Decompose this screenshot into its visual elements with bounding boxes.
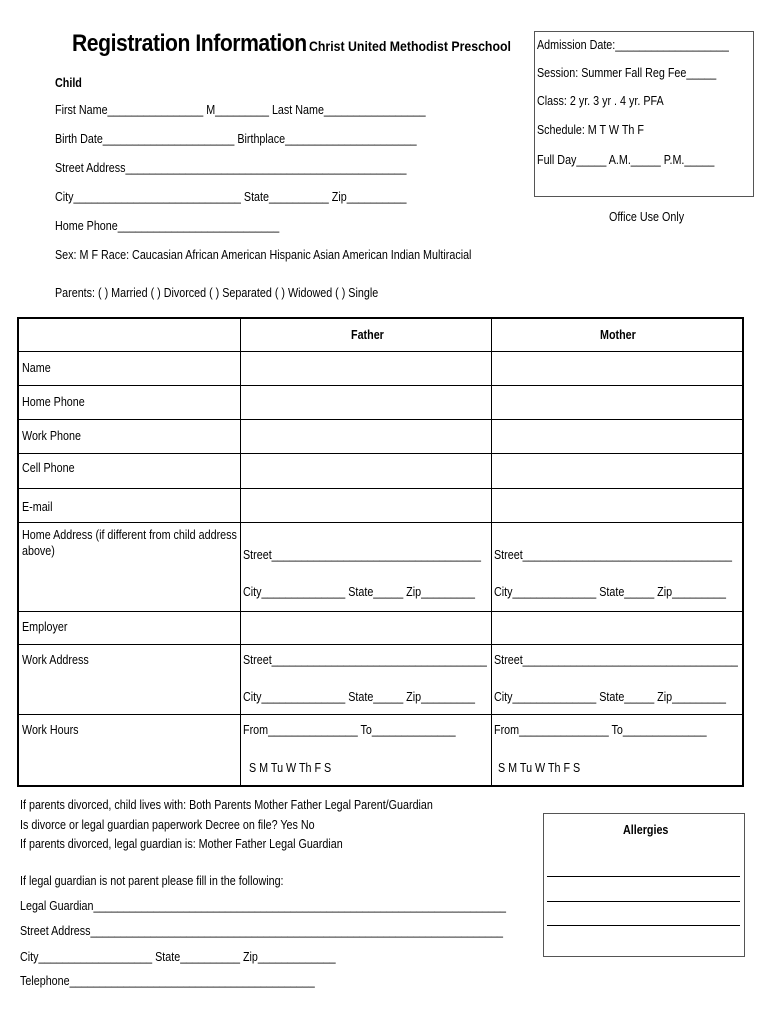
mother-street-field[interactable]: Street___________________________________ [494,547,733,562]
guardian-is-options[interactable]: If parents divorced, legal guardian is: Mother Father Legal Guardian [20,837,343,851]
father-work-street-field[interactable]: Street____________________________________ [242,652,487,667]
parents-status-options[interactable]: Parents: ( ) Married ( ) Divorced ( ) Separated ( ) Widowed ( ) Single [55,286,379,300]
mother-work-city-field[interactable]: City______________ State_____ Zip_________ [494,689,727,704]
table-row-label [18,351,240,385]
allergies-line[interactable] [547,925,740,926]
father-home-address-cell[interactable] [240,522,491,611]
father-header-cell [240,318,491,351]
guardian-instructions: If legal guardian is not parent please fill in the following: [20,874,284,888]
row-label-home-address-2: above) [22,543,55,558]
father-work-address-cell[interactable] [240,644,491,714]
father-email-cell[interactable] [240,488,491,522]
mother-header: Mother [600,328,637,342]
parent-info-table [17,317,744,787]
row-label-name: Name [22,360,51,375]
father-street-field[interactable]: Street___________________________________ [242,547,481,562]
allergies-box[interactable] [543,813,745,957]
mother-email-cell[interactable] [492,488,743,522]
table-row-label [18,488,240,522]
row-label-work-phone: Work Phone [22,428,81,443]
session-field[interactable]: Session: Summer Fall Reg Fee_____ [537,66,717,80]
mother-header-cell [492,318,743,351]
child-street-field[interactable]: Street Address_______________________________________________ [55,161,407,175]
table-row-label [18,644,240,714]
guardian-city-field[interactable]: City___________________ State__________ Zip_____________ [20,950,336,964]
table-row-label [18,419,240,453]
mother-work-phone-cell[interactable] [492,419,743,453]
mother-name-cell[interactable] [492,351,743,385]
child-heading: Child [55,76,82,90]
table-row-label [18,714,240,786]
father-name-cell[interactable] [240,351,491,385]
office-use-only-label: Office Use Only [609,210,685,224]
father-hours-field[interactable]: From_______________ To______________ [242,722,456,737]
child-sex-race-options[interactable]: Sex: M F Race: Caucasian African American Hispanic Asian American Indian Multiracial [55,248,472,262]
lives-with-options[interactable]: If parents divorced, child lives with: Both Parents Mother Father Legal Parent/Guardian [20,798,433,812]
mother-days-options[interactable]: S M Tu W Th F S [498,760,581,775]
table-row-label [18,453,240,488]
paperwork-options[interactable]: Is divorce or legal guardian paperwork Decree on file? Yes No [20,818,315,832]
mother-work-street-field[interactable]: Street____________________________________ [494,652,739,667]
admission-date-field[interactable]: Admission Date:___________________ [537,38,729,52]
child-phone-field[interactable]: Home Phone___________________________ [55,219,280,233]
allergies-heading: Allergies [623,823,669,837]
father-days-options[interactable]: S M Tu W Th F S [248,760,332,775]
mother-employer-cell[interactable] [492,611,743,644]
father-work-phone-cell[interactable] [240,419,491,453]
school-name: Christ United Methodist Preschool [309,38,511,54]
mother-cell-phone-cell[interactable] [492,453,743,488]
father-work-city-field[interactable]: City______________ State_____ Zip_________ [242,689,475,704]
child-name-field[interactable]: First Name________________ M_________ Last Name_________________ [55,103,426,117]
father-home-phone-cell[interactable] [240,385,491,419]
table-row-label [18,522,240,611]
row-label-home-phone: Home Phone [22,394,85,409]
mother-home-address-cell[interactable] [492,522,743,611]
guardian-telephone-field[interactable]: Telephone_________________________________________ [20,974,315,988]
office-use-box [534,31,754,197]
row-label-home-address: Home Address (if different from child address [22,527,237,542]
mother-home-phone-cell[interactable] [492,385,743,419]
mother-city-field[interactable]: City______________ State_____ Zip_________ [494,584,727,599]
father-header: Father [350,328,384,342]
page-title: Registration Information [72,30,307,57]
allergies-line[interactable] [547,876,740,877]
mother-work-address-cell[interactable] [492,644,743,714]
schedule-field[interactable]: Schedule: M T W Th F [537,123,644,137]
full-day-field[interactable]: Full Day_____ A.M._____ P.M._____ [537,153,715,167]
class-field[interactable]: Class: 2 yr. 3 yr . 4 yr. PFA [537,94,664,108]
child-birth-field[interactable]: Birth Date______________________ Birthplace______________________ [55,132,417,146]
father-city-field[interactable]: City______________ State_____ Zip_________ [242,584,475,599]
allergies-line[interactable] [547,901,740,902]
mother-hours-field[interactable]: From_______________ To______________ [494,722,707,737]
row-label-cell-phone: Cell Phone [22,460,75,475]
legal-guardian-field[interactable]: Legal Guardian_____________________________________________________________________ [20,899,507,913]
child-city-field[interactable]: City____________________________ State__________ Zip__________ [55,190,407,204]
father-cell-phone-cell[interactable] [240,453,491,488]
table-row-label [18,385,240,419]
row-label-employer: Employer [22,619,68,634]
guardian-street-field[interactable]: Street Address_____________________________________________________________________ [20,924,504,938]
father-work-hours-cell[interactable] [240,714,491,786]
father-employer-cell[interactable] [240,611,491,644]
mother-work-hours-cell[interactable] [492,714,743,786]
row-label-email: E-mail [22,499,53,514]
row-label-work-address: Work Address [22,652,89,667]
table-row-label [18,611,240,644]
row-label-work-hours: Work Hours [22,722,79,737]
table-corner-cell [18,318,240,351]
